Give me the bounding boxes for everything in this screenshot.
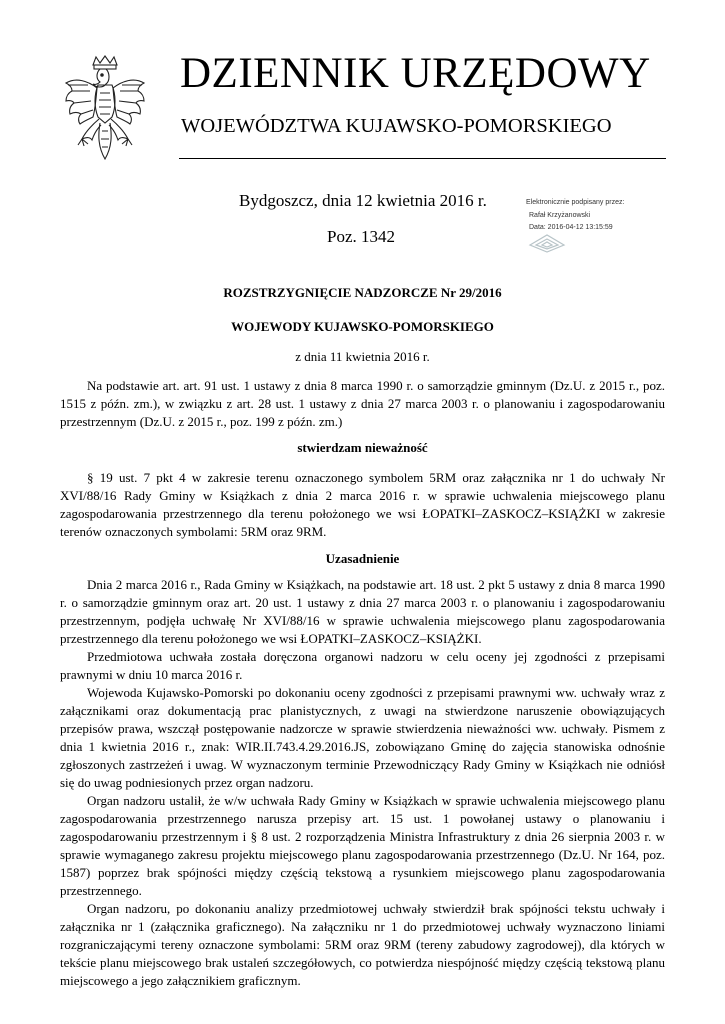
justification [60, 576, 665, 990]
decision [60, 469, 665, 541]
journal-subtitle: WOJEWÓDZTWA KUJAWSKO-POMORSKIEGO [181, 115, 612, 137]
signature-stamp-icon [528, 233, 566, 253]
issuing-authority: WOJEWODY KUJAWSKO-POMORSKIEGO [231, 319, 494, 334]
signature-label: Elektronicznie podpisany przez: [526, 199, 625, 206]
preamble [60, 377, 665, 431]
preamble-text: Na podstawie art. art. 91 ust. 1 ustawy z dnia 8 marca 1990 r. o samorządzie gminnym (Dz.U. z 2015 r., poz. 1515 z późn. zm.), w związku z art. 28 ust. 1 ustawy z dnia 27 marca 2003 r. o planowaniu i zagospodarowaniu przestrzennym (Dz.U. z 2015 r., poz. 199 z późn. zm.) [60, 378, 665, 429]
justification-paragraph: Organ nadzoru ustalił, że w/w uchwała Rady Gminy w Książkach w sprawie uchwalenia miejscowego planu zagospodarowania przestrzennego narusza przepisy art. 15 ust. 1 powołanej ustawy o planowaniu i zagospodarowaniu przestrzennym i § 8 ust. 2 rozporządzenia Ministra Infrastruktury z dnia 26 sierpnia 2003 r. w sprawie wymaganego zakresu projektu miejscowego planu zagospodarowania przestrzennego (Dz.U. Nr 164, poz. 1587) poprzez brak spójności między częścią tekstową a rysunkiem miejscowego planu zagospodarowania przestrzennego. [60, 793, 665, 898]
place-and-date: Bydgoszcz, dnia 12 kwietnia 2016 r. [239, 191, 487, 210]
electronic-signature [526, 197, 676, 235]
position-number: Poz. 1342 [327, 227, 395, 246]
signature-date: Data: 2016-04-12 13:15:59 [529, 224, 613, 231]
polish-eagle-emblem [60, 55, 150, 167]
decision-text: § 19 ust. 7 pkt 4 w zakresie terenu oznaczonego symbolem 5RM oraz załącznika nr 1 do uchwały Nr XVI/88/16 Rady Gminy w Książkach z dnia 2 marca 2016 r. w sprawie uchwalenia miejscowego planu zagospodarowania przestrzennego dla terenu położonego we wsi ŁOPATKI–ZASKOCZ–KSIĄŻKI w zakresie terenów oznaczonych symbolami: 5RM oraz 9RM. [60, 470, 665, 539]
journal-title: DZIENNIK URZĘDOWY [180, 50, 651, 97]
decision-heading: stwierdzam nieważność [297, 440, 428, 455]
justification-heading: Uzasadnienie [325, 551, 400, 566]
justification-paragraph: Organ nadzoru, po dokonaniu analizy przedmiotowej uchwały stwierdził brak spójności tekstu uchwały i załącznika nr 1 (załącznika graficznego). Na załączniku nr 1 do przedmiotowej uchwały wyznaczono liniami rozgraniczającymi tereny oznaczone symbolami: 5RM oraz 9RM (tereny zabudowy zagrodowej), dla których w tekście planu miejscowego brak ustaleń szczegółowych, co potwierdza niespójność między częścią tekstową planu miejscowego a jego załącznikiem graficznym. [60, 901, 665, 988]
justification-paragraph: Wojewoda Kujawsko-Pomorski po dokonaniu oceny zgodności z przepisami prawnymi ww. uchwały wraz z załącznikami oraz dokumentacją prac planistycznych, z uwagi na stwierdzone naruszenie obowiązujących przepisów prawa, wszczął postępowanie nadzorcze w sprawie stwierdzenia nieważności ww. uchwały. Pismem z dnia 1 kwietnia 2016 r., znak: WIR.II.743.4.29.2016.JS, zobowiązano Gminę do zajęcia stanowiska odnośnie zgłoszonych zastrzeżeń i uwag. W wyznaczonym terminie Przewodniczący Rady Gminy w Książkach nie odniósł się do uwag podniesionych przez organ nadzoru. [60, 685, 665, 790]
signature-signer: Rafał Krzyżanowski [529, 211, 591, 219]
justification-paragraph: Przedmiotowa uchwała została doręczona organowi nadzoru w celu oceny jej zgodności z przepisami prawnymi w dniu 10 marca 2016 r. [60, 649, 665, 682]
document-heading: ROZSTRZYGNIĘCIE NADZORCZE Nr 29/2016 [223, 285, 502, 300]
header-divider [179, 158, 666, 159]
justification-paragraph: Dnia 2 marca 2016 r., Rada Gminy w Książkach, na podstawie art. 18 ust. 2 pkt 5 ustawy z dnia 8 marca 1990 r. o samorządzie gminnym oraz art. 20 ust. 1 ustawy z dnia 27 marca 2003 r. o planowaniu i zagospodarowaniu przestrzennym, podjęła uchwałę Nr XVI/88/16 w sprawie uchwalenia miejscowego planu zagospodarowania przestrzennego dla terenu położonego we wsi ŁOPATKI–ZASKOCZ–KSIĄŻKI. [60, 577, 665, 646]
document-date: z dnia 11 kwietnia 2016 r. [295, 349, 430, 364]
